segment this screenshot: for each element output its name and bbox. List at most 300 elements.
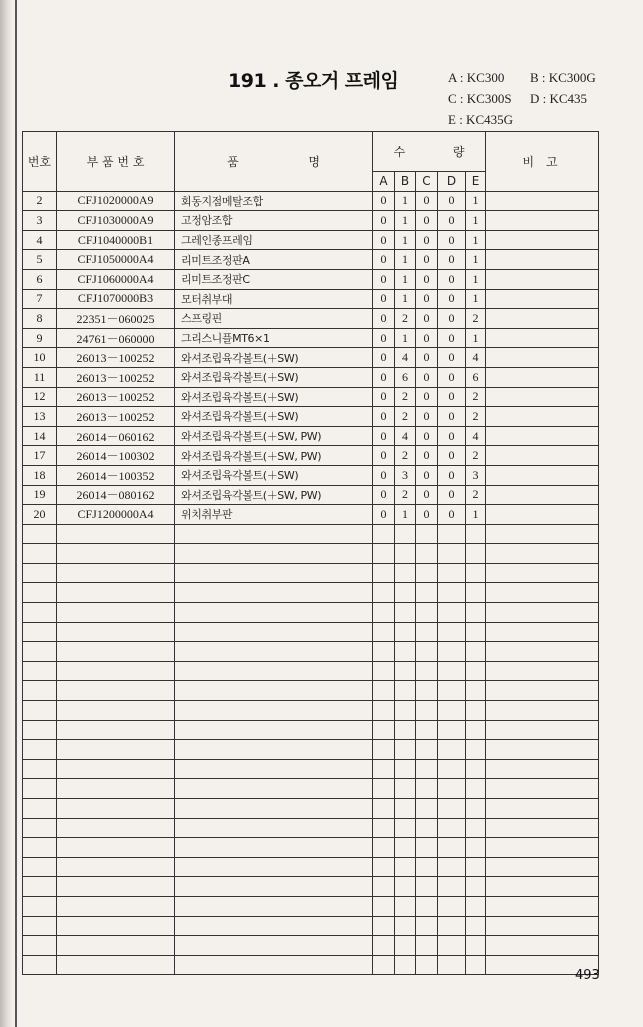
cell-note bbox=[486, 230, 599, 250]
cell-part-code: 24761－060000 bbox=[57, 328, 175, 348]
cell-qty-c: 0 bbox=[416, 230, 438, 250]
cell-empty bbox=[438, 740, 466, 760]
cell-empty bbox=[438, 779, 466, 799]
cell-empty bbox=[57, 896, 175, 916]
cell-note bbox=[486, 348, 599, 368]
cell-part-name: 와셔조립육각볼트(＋SW, PW) bbox=[175, 485, 373, 505]
cell-empty bbox=[486, 563, 599, 583]
cell-empty bbox=[175, 799, 373, 819]
cell-empty bbox=[175, 818, 373, 838]
cell-empty bbox=[373, 720, 395, 740]
cell-empty bbox=[373, 681, 395, 701]
cell-qty-b: 1 bbox=[395, 269, 416, 289]
cell-empty bbox=[57, 955, 175, 975]
cell-empty bbox=[466, 544, 486, 564]
cell-empty bbox=[416, 603, 438, 623]
cell-empty bbox=[57, 583, 175, 603]
cell-empty bbox=[486, 799, 599, 819]
cell-empty bbox=[486, 916, 599, 936]
table-row bbox=[23, 367, 599, 387]
table-row-empty bbox=[23, 838, 599, 858]
cell-qty-a: 0 bbox=[373, 328, 395, 348]
cell-empty bbox=[438, 759, 466, 779]
table-row-empty bbox=[23, 544, 599, 564]
cell-qty-c: 0 bbox=[416, 387, 438, 407]
cell-empty bbox=[23, 563, 57, 583]
cell-part-name: 와셔조립육각볼트(＋SW) bbox=[175, 387, 373, 407]
cell-empty bbox=[438, 955, 466, 975]
table-row bbox=[23, 191, 599, 211]
cell-qty-c: 0 bbox=[416, 446, 438, 466]
cell-empty bbox=[175, 681, 373, 701]
cell-no: 6 bbox=[23, 269, 57, 289]
cell-empty bbox=[395, 955, 416, 975]
table-row-empty bbox=[23, 563, 599, 583]
table-row bbox=[23, 387, 599, 407]
cell-part-name: 와셔조립육각볼트(＋SW) bbox=[175, 465, 373, 485]
cell-empty bbox=[373, 896, 395, 916]
page-binding-line bbox=[15, 0, 17, 1027]
cell-no: 18 bbox=[23, 465, 57, 485]
cell-empty bbox=[438, 544, 466, 564]
cell-empty bbox=[395, 779, 416, 799]
table-row-empty bbox=[23, 524, 599, 544]
cell-empty bbox=[373, 701, 395, 721]
cell-empty bbox=[486, 779, 599, 799]
cell-empty bbox=[175, 877, 373, 897]
cell-empty bbox=[466, 661, 486, 681]
cell-qty-c: 0 bbox=[416, 211, 438, 231]
cell-qty-d: 0 bbox=[438, 191, 466, 211]
cell-empty bbox=[438, 524, 466, 544]
cell-part-code: 26013－100252 bbox=[57, 367, 175, 387]
cell-part-name: 그레인종프레임 bbox=[175, 230, 373, 250]
cell-empty bbox=[416, 759, 438, 779]
cell-qty-d: 0 bbox=[438, 328, 466, 348]
cell-qty-e: 1 bbox=[466, 289, 486, 309]
header-part-name bbox=[175, 132, 373, 192]
cell-qty-e: 1 bbox=[466, 269, 486, 289]
cell-part-name: 고정암조합 bbox=[175, 211, 373, 231]
cell-empty bbox=[57, 916, 175, 936]
cell-empty bbox=[57, 779, 175, 799]
cell-empty bbox=[373, 877, 395, 897]
cell-empty bbox=[438, 838, 466, 858]
cell-part-code: CFJ1030000A9 bbox=[57, 211, 175, 231]
cell-empty bbox=[416, 838, 438, 858]
cell-qty-e: 4 bbox=[466, 426, 486, 446]
cell-empty bbox=[175, 544, 373, 564]
cell-qty-c: 0 bbox=[416, 367, 438, 387]
cell-note bbox=[486, 289, 599, 309]
cell-empty bbox=[466, 916, 486, 936]
table-row-empty bbox=[23, 799, 599, 819]
cell-qty-c: 0 bbox=[416, 191, 438, 211]
cell-part-name: 와셔조립육각볼트(＋SW) bbox=[175, 348, 373, 368]
cell-empty bbox=[23, 622, 57, 642]
model-legend-row bbox=[448, 109, 612, 130]
cell-empty bbox=[466, 583, 486, 603]
cell-empty bbox=[57, 818, 175, 838]
cell-empty bbox=[57, 799, 175, 819]
table-row-empty bbox=[23, 857, 599, 877]
header-part-code: 부 품 번 호 bbox=[57, 132, 175, 192]
cell-empty bbox=[416, 563, 438, 583]
cell-empty bbox=[466, 896, 486, 916]
cell-part-name: 와셔조립육각볼트(＋SW) bbox=[175, 407, 373, 427]
cell-part-code: 26014－100352 bbox=[57, 465, 175, 485]
cell-note bbox=[486, 505, 599, 525]
cell-empty bbox=[373, 661, 395, 681]
cell-empty bbox=[486, 583, 599, 603]
cell-empty bbox=[373, 622, 395, 642]
cell-empty bbox=[175, 563, 373, 583]
table-row-empty bbox=[23, 740, 599, 760]
cell-empty bbox=[175, 740, 373, 760]
cell-empty bbox=[486, 720, 599, 740]
cell-empty bbox=[373, 563, 395, 583]
cell-empty bbox=[486, 544, 599, 564]
cell-empty bbox=[23, 818, 57, 838]
cell-no: 3 bbox=[23, 211, 57, 231]
cell-qty-a: 0 bbox=[373, 407, 395, 427]
cell-empty bbox=[175, 622, 373, 642]
cell-no: 17 bbox=[23, 446, 57, 466]
cell-part-code: 22351－060025 bbox=[57, 309, 175, 329]
cell-part-name: 리미트조정판C bbox=[175, 269, 373, 289]
cell-qty-c: 0 bbox=[416, 426, 438, 446]
table-row bbox=[23, 328, 599, 348]
cell-qty-a: 0 bbox=[373, 269, 395, 289]
header-note: 비 고 bbox=[486, 132, 599, 192]
header-quantity bbox=[373, 132, 486, 172]
cell-empty bbox=[466, 642, 486, 662]
cell-empty bbox=[57, 857, 175, 877]
cell-qty-b: 1 bbox=[395, 289, 416, 309]
cell-empty bbox=[23, 916, 57, 936]
cell-empty bbox=[57, 603, 175, 623]
cell-empty bbox=[466, 857, 486, 877]
cell-empty bbox=[438, 818, 466, 838]
cell-empty bbox=[23, 603, 57, 623]
cell-empty bbox=[57, 681, 175, 701]
cell-empty bbox=[438, 681, 466, 701]
cell-qty-a: 0 bbox=[373, 505, 395, 525]
cell-no: 9 bbox=[23, 328, 57, 348]
cell-empty bbox=[466, 759, 486, 779]
cell-empty bbox=[438, 799, 466, 819]
cell-empty bbox=[486, 622, 599, 642]
cell-part-code: CFJ1040000B1 bbox=[57, 230, 175, 250]
cell-part-code: CFJ1060000A4 bbox=[57, 269, 175, 289]
cell-empty bbox=[416, 661, 438, 681]
cell-empty bbox=[466, 524, 486, 544]
cell-empty bbox=[373, 916, 395, 936]
cell-qty-d: 0 bbox=[438, 211, 466, 231]
cell-empty bbox=[416, 544, 438, 564]
header-qty-c: C bbox=[416, 172, 438, 192]
cell-qty-e: 1 bbox=[466, 250, 486, 270]
table-row-empty bbox=[23, 779, 599, 799]
cell-empty bbox=[23, 524, 57, 544]
cell-empty bbox=[486, 877, 599, 897]
cell-qty-d: 0 bbox=[438, 485, 466, 505]
cell-part-name: 회동지점메탈조합 bbox=[175, 191, 373, 211]
cell-empty bbox=[395, 681, 416, 701]
cell-empty bbox=[395, 661, 416, 681]
cell-qty-e: 1 bbox=[466, 328, 486, 348]
table-row bbox=[23, 211, 599, 231]
table-row-empty bbox=[23, 916, 599, 936]
table-row-empty bbox=[23, 583, 599, 603]
cell-empty bbox=[416, 877, 438, 897]
cell-qty-b: 4 bbox=[395, 426, 416, 446]
cell-note bbox=[486, 485, 599, 505]
cell-qty-e: 1 bbox=[466, 211, 486, 231]
cell-note bbox=[486, 407, 599, 427]
cell-empty bbox=[416, 955, 438, 975]
cell-empty bbox=[373, 740, 395, 760]
cell-empty bbox=[373, 759, 395, 779]
model-legend-row bbox=[448, 88, 612, 109]
cell-empty bbox=[466, 799, 486, 819]
cell-empty bbox=[175, 661, 373, 681]
table-row-empty bbox=[23, 681, 599, 701]
cell-empty bbox=[438, 603, 466, 623]
cell-part-code: 26013－100252 bbox=[57, 387, 175, 407]
cell-empty bbox=[486, 838, 599, 858]
cell-empty bbox=[416, 720, 438, 740]
header-qty-e: E bbox=[466, 172, 486, 192]
cell-qty-b: 1 bbox=[395, 230, 416, 250]
table-row bbox=[23, 426, 599, 446]
cell-empty bbox=[466, 740, 486, 760]
cell-qty-a: 0 bbox=[373, 465, 395, 485]
cell-note bbox=[486, 387, 599, 407]
cell-empty bbox=[57, 622, 175, 642]
cell-empty bbox=[373, 524, 395, 544]
page-title: 191 . 종오거 프레임 bbox=[228, 70, 399, 92]
cell-qty-d: 0 bbox=[438, 289, 466, 309]
cell-empty bbox=[373, 936, 395, 956]
cell-empty bbox=[438, 642, 466, 662]
cell-part-name: 그리스니플MT6×1 bbox=[175, 328, 373, 348]
cell-qty-d: 0 bbox=[438, 446, 466, 466]
cell-empty bbox=[438, 583, 466, 603]
cell-empty bbox=[466, 681, 486, 701]
cell-qty-b: 1 bbox=[395, 211, 416, 231]
cell-qty-e: 2 bbox=[466, 387, 486, 407]
cell-empty bbox=[395, 642, 416, 662]
cell-qty-a: 0 bbox=[373, 426, 395, 446]
cell-qty-d: 0 bbox=[438, 309, 466, 329]
cell-empty bbox=[23, 583, 57, 603]
table-row-empty bbox=[23, 642, 599, 662]
cell-empty bbox=[23, 857, 57, 877]
table-row-empty bbox=[23, 936, 599, 956]
cell-empty bbox=[416, 583, 438, 603]
header-quantity-left: 수 bbox=[393, 145, 406, 159]
cell-empty bbox=[486, 759, 599, 779]
cell-qty-b: 1 bbox=[395, 191, 416, 211]
cell-qty-b: 2 bbox=[395, 387, 416, 407]
cell-empty bbox=[373, 583, 395, 603]
cell-empty bbox=[57, 720, 175, 740]
cell-empty bbox=[57, 838, 175, 858]
cell-empty bbox=[486, 740, 599, 760]
cell-empty bbox=[23, 779, 57, 799]
cell-qty-d: 0 bbox=[438, 426, 466, 446]
cell-empty bbox=[395, 818, 416, 838]
cell-empty bbox=[486, 603, 599, 623]
cell-qty-a: 0 bbox=[373, 387, 395, 407]
cell-empty bbox=[57, 740, 175, 760]
cell-note bbox=[486, 250, 599, 270]
parts-table bbox=[22, 131, 599, 975]
cell-qty-b: 3 bbox=[395, 465, 416, 485]
cell-empty bbox=[175, 779, 373, 799]
model-code: E : KC435G bbox=[448, 112, 513, 127]
cell-empty bbox=[466, 720, 486, 740]
cell-note bbox=[486, 446, 599, 466]
cell-no: 20 bbox=[23, 505, 57, 525]
cell-empty bbox=[57, 701, 175, 721]
cell-empty bbox=[175, 916, 373, 936]
page-number: 493 bbox=[575, 968, 600, 983]
cell-empty bbox=[373, 779, 395, 799]
cell-no: 8 bbox=[23, 309, 57, 329]
table-row bbox=[23, 446, 599, 466]
cell-empty bbox=[438, 720, 466, 740]
cell-qty-d: 0 bbox=[438, 387, 466, 407]
cell-empty bbox=[416, 818, 438, 838]
cell-empty bbox=[57, 661, 175, 681]
cell-empty bbox=[486, 681, 599, 701]
cell-empty bbox=[395, 622, 416, 642]
cell-empty bbox=[57, 544, 175, 564]
cell-empty bbox=[175, 524, 373, 544]
cell-empty bbox=[438, 936, 466, 956]
cell-note bbox=[486, 328, 599, 348]
cell-empty bbox=[23, 799, 57, 819]
cell-empty bbox=[416, 916, 438, 936]
cell-empty bbox=[395, 857, 416, 877]
cell-empty bbox=[23, 955, 57, 975]
cell-qty-a: 0 bbox=[373, 446, 395, 466]
page-binding-edge bbox=[0, 0, 14, 1027]
cell-qty-d: 0 bbox=[438, 348, 466, 368]
cell-qty-a: 0 bbox=[373, 250, 395, 270]
cell-empty bbox=[438, 563, 466, 583]
table-row bbox=[23, 407, 599, 427]
model-code: A : KC300 bbox=[448, 70, 505, 85]
cell-empty bbox=[175, 936, 373, 956]
cell-qty-c: 0 bbox=[416, 505, 438, 525]
cell-qty-d: 0 bbox=[438, 407, 466, 427]
cell-empty bbox=[486, 818, 599, 838]
header-part-name-left: 품 bbox=[227, 154, 239, 169]
cell-qty-c: 0 bbox=[416, 485, 438, 505]
table-row-empty bbox=[23, 701, 599, 721]
cell-empty bbox=[175, 701, 373, 721]
cell-qty-e: 6 bbox=[466, 367, 486, 387]
cell-no: 14 bbox=[23, 426, 57, 446]
cell-empty bbox=[23, 740, 57, 760]
cell-empty bbox=[395, 720, 416, 740]
cell-qty-d: 0 bbox=[438, 250, 466, 270]
cell-empty bbox=[57, 759, 175, 779]
cell-empty bbox=[466, 622, 486, 642]
cell-empty bbox=[373, 544, 395, 564]
cell-part-code: 26014－060162 bbox=[57, 426, 175, 446]
cell-qty-a: 0 bbox=[373, 309, 395, 329]
model-legend bbox=[448, 67, 612, 130]
cell-qty-b: 2 bbox=[395, 407, 416, 427]
cell-qty-b: 1 bbox=[395, 328, 416, 348]
cell-qty-c: 0 bbox=[416, 348, 438, 368]
cell-empty bbox=[438, 701, 466, 721]
cell-empty bbox=[466, 563, 486, 583]
cell-no: 11 bbox=[23, 367, 57, 387]
cell-empty bbox=[175, 838, 373, 858]
cell-qty-d: 0 bbox=[438, 269, 466, 289]
cell-empty bbox=[175, 896, 373, 916]
model-code: C : KC300S bbox=[448, 91, 512, 106]
cell-note bbox=[486, 426, 599, 446]
table-row bbox=[23, 289, 599, 309]
cell-qty-d: 0 bbox=[438, 465, 466, 485]
cell-empty bbox=[23, 642, 57, 662]
cell-empty bbox=[416, 681, 438, 701]
table-row-empty bbox=[23, 759, 599, 779]
cell-empty bbox=[57, 936, 175, 956]
cell-empty bbox=[175, 759, 373, 779]
cell-qty-b: 6 bbox=[395, 367, 416, 387]
cell-empty bbox=[466, 877, 486, 897]
cell-empty bbox=[57, 642, 175, 662]
cell-empty bbox=[416, 799, 438, 819]
cell-qty-c: 0 bbox=[416, 407, 438, 427]
cell-qty-c: 0 bbox=[416, 269, 438, 289]
cell-qty-a: 0 bbox=[373, 485, 395, 505]
cell-empty bbox=[23, 701, 57, 721]
cell-empty bbox=[175, 857, 373, 877]
cell-part-code: CFJ1200000A4 bbox=[57, 505, 175, 525]
cell-empty bbox=[438, 896, 466, 916]
cell-qty-e: 1 bbox=[466, 191, 486, 211]
cell-empty bbox=[23, 544, 57, 564]
table-row bbox=[23, 465, 599, 485]
cell-empty bbox=[466, 779, 486, 799]
cell-empty bbox=[175, 583, 373, 603]
cell-empty bbox=[486, 701, 599, 721]
cell-part-name: 와셔조립육각볼트(＋SW) bbox=[175, 367, 373, 387]
cell-part-code: CFJ1020000A9 bbox=[57, 191, 175, 211]
table-row-empty bbox=[23, 955, 599, 975]
cell-empty bbox=[23, 681, 57, 701]
cell-empty bbox=[57, 524, 175, 544]
cell-empty bbox=[438, 916, 466, 936]
cell-empty bbox=[23, 838, 57, 858]
cell-empty bbox=[486, 642, 599, 662]
cell-empty bbox=[373, 603, 395, 623]
cell-part-code: 26014－080162 bbox=[57, 485, 175, 505]
cell-qty-a: 0 bbox=[373, 348, 395, 368]
cell-empty bbox=[466, 701, 486, 721]
table-row-empty bbox=[23, 622, 599, 642]
table-row-empty bbox=[23, 603, 599, 623]
model-code: D : KC435 bbox=[530, 91, 588, 106]
